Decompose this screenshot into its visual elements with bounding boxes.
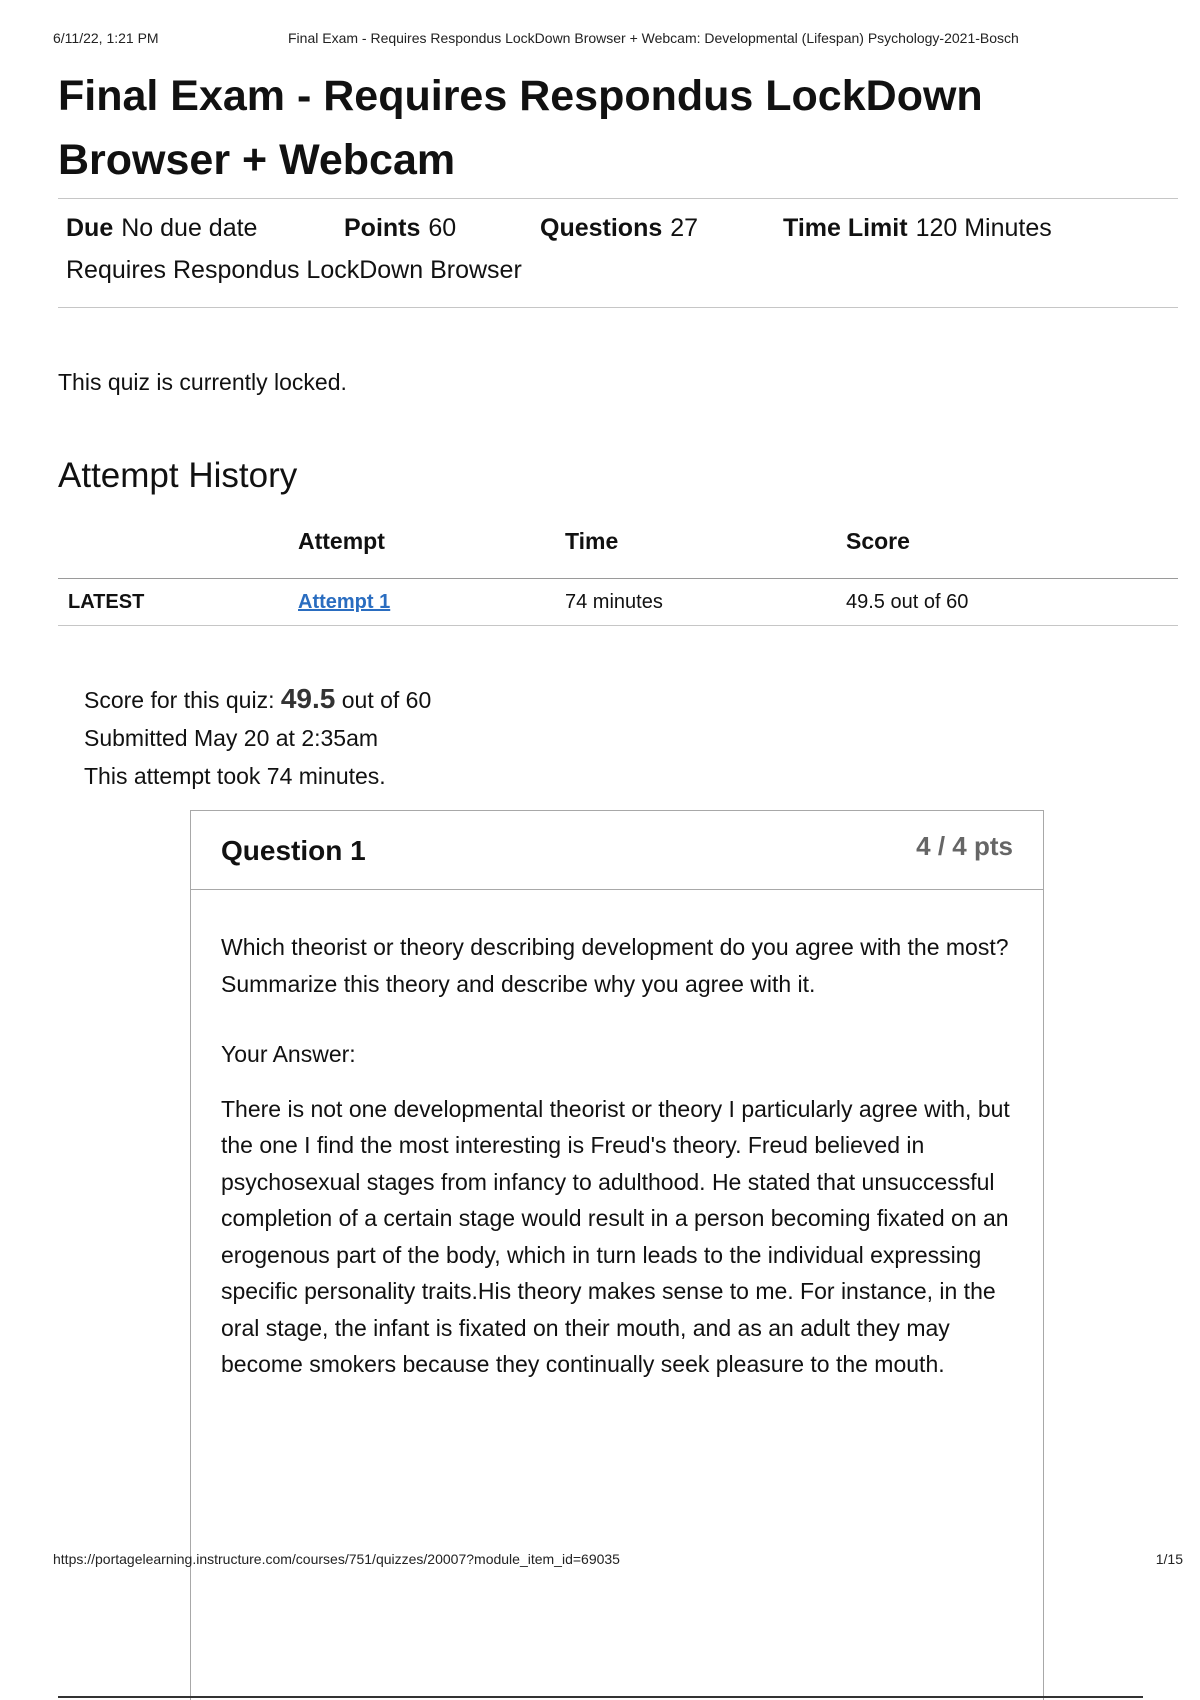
- time-limit-value: 120 Minutes: [915, 214, 1052, 242]
- quiz-score: [84, 680, 431, 719]
- score-suffix: out of 60: [341, 687, 432, 713]
- print-datetime: 6/11/22, 1:21 PM: [53, 30, 159, 46]
- attempt-duration: This attempt took 74 minutes.: [84, 763, 386, 789]
- questions-value: 27: [670, 214, 699, 242]
- questions-info: [540, 214, 698, 243]
- print-page-title: Final Exam - Requires Respondus LockDown Browser + Webcam: Developmental (Lifespan) Psychology-2021-Bosch: [288, 30, 1019, 46]
- attempt-score: 49.5 out of 60: [846, 591, 969, 613]
- points-label: Points: [344, 214, 421, 242]
- page-number: 1/15: [1155, 1551, 1183, 1567]
- due-value: No due date: [121, 214, 258, 242]
- divider: [58, 307, 1178, 308]
- time-limit-info: [783, 214, 1052, 243]
- question-header: [191, 811, 1043, 890]
- score-value: 49.5: [280, 683, 336, 714]
- points-info: [344, 214, 456, 243]
- questions-label: Questions: [540, 214, 663, 242]
- due-info: [66, 214, 257, 243]
- page-bottom-divider: [58, 1696, 1143, 1698]
- answer-label: Your Answer:: [221, 1041, 356, 1067]
- attempt-1-link[interactable]: Attempt 1: [298, 591, 391, 613]
- score-summary: [84, 680, 431, 795]
- due-label: Due: [66, 214, 114, 242]
- question-points: 4 / 4 pts: [916, 831, 1013, 861]
- attempt-time: 74 minutes: [565, 591, 663, 613]
- question-body: [221, 929, 1021, 1383]
- score-prefix: Score for this quiz:: [84, 687, 275, 713]
- time-limit-label: Time Limit: [783, 214, 908, 242]
- answer-text: There is not one developmental theorist or theory I particularly agree with, but the one I find the most interesting is Freud's theory. Freud believed in psychosexual stages from infancy to adulthood. He stated that unsuccessful completion of a certain stage would result in a person becoming fixated on an erogenous part of the body, which in turn leads to the individual expressing specific personality traits.His theory makes sense to me. For instance, in the oral stage, the infant is fixated on their mouth, and as an adult they may become smokers because they continually seek pleasure to the mouth.: [221, 1095, 1010, 1377]
- points-value: 60: [428, 214, 457, 242]
- latest-tag: LATEST: [68, 591, 145, 613]
- divider: [58, 198, 1178, 199]
- page-title: Final Exam - Requires Respondus LockDown Browser + Webcam: [58, 72, 983, 184]
- question-title: Question 1: [221, 835, 366, 866]
- lockdown-requirement: Requires Respondus LockDown Browser: [66, 256, 522, 284]
- column-header-score: Score: [846, 528, 910, 554]
- print-url: https://portagelearning.instructure.com/courses/751/quizzes/20007?module_item_id=69035: [53, 1551, 620, 1567]
- submitted-time: Submitted May 20 at 2:35am: [84, 725, 379, 751]
- column-header-attempt: Attempt: [298, 528, 385, 554]
- attempt-history-heading: Attempt History: [58, 456, 298, 495]
- table-row: [58, 578, 1178, 626]
- column-header-time: Time: [565, 528, 619, 554]
- locked-message: This quiz is currently locked.: [58, 369, 347, 395]
- question-prompt: Which theorist or theory describing development do you agree with the most? Summarize this theory and describe why you agree with it.: [221, 934, 1009, 997]
